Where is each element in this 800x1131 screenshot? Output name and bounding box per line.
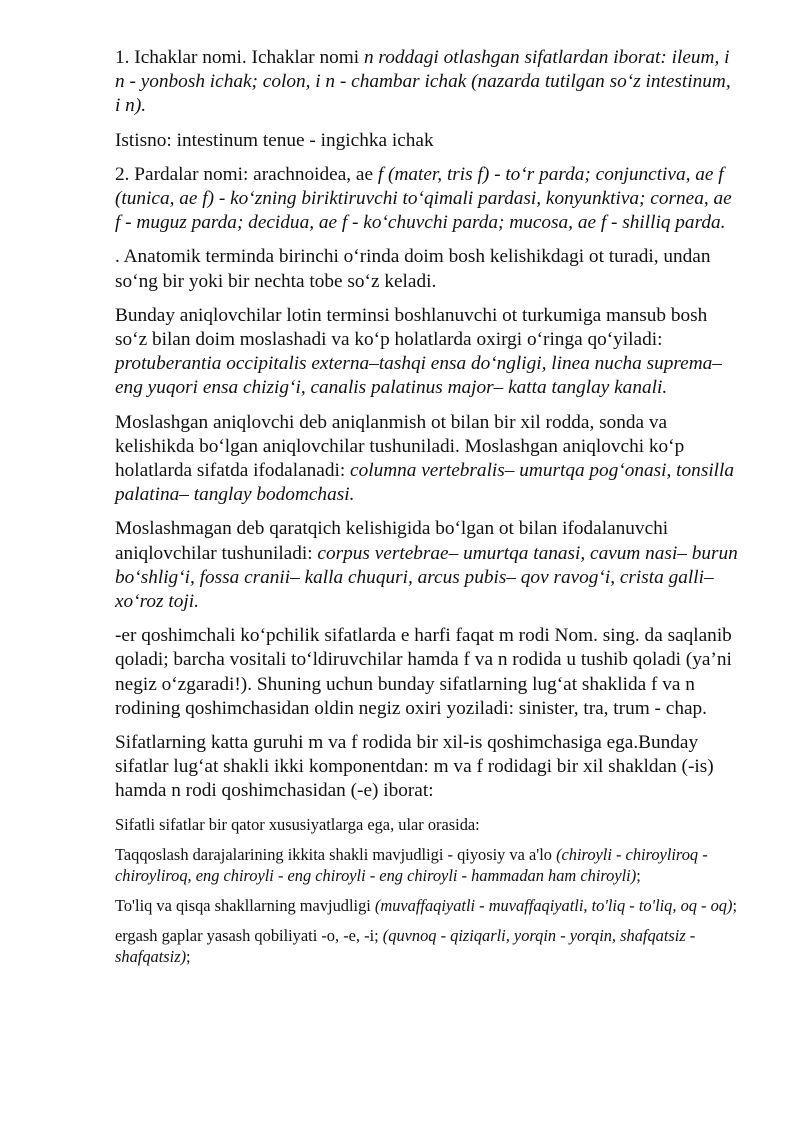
paragraph [115,411,740,508]
text-segment: ; [186,946,191,966]
text-segment: Taqqoslash darajalarining ikkita shakli mavjudligi - qiyosiy va a'lo [115,844,557,864]
text-segment: Bunday aniqlovchilar lotin terminsi boshlanuvchi ot turkumiga mansub bosh so‘z bilan doim moslashadi va ko‘p holatlarda oxirgi o‘ringa qo‘yiladi: [115,304,708,351]
document-body [115,46,740,967]
text-segment: ergash gaplar yasash qobiliyati -o, -e, -i; [115,925,383,945]
text-segment: ; [636,865,641,885]
italic-text-segment: columna vertebralis– umurtqa pog‘onasi, tonsilla palatina– tanglay bodomchasi. [115,460,735,506]
text-segment: To'liq va qisqa shakllarning mavjudligi [115,895,375,915]
italic-text-segment: corpus vertebrae– umurtqa tanasi, cavum nasi– burun bo‘shlig‘i, fossa cranii– kalla chuquri, arcus pubis– qov ravog‘i, crista galli– xo‘roz toji. [115,542,738,613]
text-segment: Sifatlarning katta guruhi m va f rodida bir xil-is qoshimchasiga ega.Bunday sifatlar lug‘at shakli ikki komponentdan: m va f rodidagi bir xil shakldan (-is) hamda n rodi qoshimchasidan (-e) iborat: [115,732,714,802]
italic-text-segment: (quvnoq - qiziqarli, yorqin - yorqin, shafqatsiz - shafqatsiz) [115,925,696,966]
italic-text-segment: protuberantia occipitalis externa–tashqi ensa do‘ngligi, linea nucha suprema– eng yuqori ensa chizig‘i, canalis palatinus major– katta tanglay kanali. [115,353,722,399]
paragraph [115,925,740,967]
paragraph [115,731,740,804]
text-segment: ; [732,895,738,915]
text-segment: -er qoshimchali ko‘pchilik sifatlarda e harfi faqat m rodi Nom. sing. da saqlanib qoladi; barcha vositali to‘ldiruvchilar hamda f va n rodida u tushib qoladi (ya’ni negiz o‘zgaradi!). Shuning uchun bunday sifatlarning lug‘at shaklida f va n rodining qoshimchasidan oldin negiz oxiri yoziladi: sinister, tra, trum - chap. [115,625,732,719]
text-segment: Istisno: intestinum tenue - ingichka ichak [115,129,434,151]
text-segment: Moslashgan aniqlovchi deb aniqlanmish ot bilan bir xil rodda, sonda va kelishikda bo‘lgan aniqlovchilar tushuniladi. Moslashgan aniqlovchi ko‘p holatlarda sifatda ifodalanadi: [115,411,685,482]
paragraph [115,624,740,721]
italic-text-segment: n roddagi otlashgan sifatlardan iborat: ileum, i n - yonbosh ichak; colon, i n - chambar ichak (nazarda tutilgan so‘z intestinum, i n). [115,47,731,117]
paragraph [115,895,740,916]
text-segment: Moslashmagan deb qaratqich kelishigida bo‘lgan ot bilan ifodalanuvchi aniqlovchilar tushuniladi: [115,518,669,564]
text-segment: . Anatomik terminda birinchi o‘rinda doim bosh kelishikdagi ot turadi, undan so‘ng bir yoki bir nechta tobe so‘z keladi. [115,246,711,292]
paragraph [115,245,740,293]
italic-text-segment: (muvaffaqiyatli - muvaffaqiyatli, to'liq - to'liq, oq - oq) [374,895,733,915]
text-segment: 2. Pardalar nomi: arachnoidea, ae [115,163,378,185]
paragraph [115,814,740,835]
paragraph [115,517,740,614]
paragraph [115,129,740,153]
italic-text-segment: f (mater, tris f) - to‘r parda; conjunctiva, ae f (tunica, ae f) - ko‘zning biriktiruvchi to‘qimali pardasi, konyunktiva; cornea, ae f - muguz parda; decidua, ae f - ko‘chuvchi parda; mucosa, ae f - shilliq parda. [115,163,732,234]
text-segment: Sifatli sifatlar bir qator xususiyatlarga ega, ular orasida: [115,814,480,834]
paragraph [115,844,740,886]
paragraph [115,304,740,401]
italic-text-segment: (chiroyli - chiroyliroq - chiroyliroq, eng chiroyli - eng chiroyli - eng chiroyli - hammadan ham chiroyli) [115,844,708,885]
paragraph [115,46,740,119]
paragraph [115,163,740,236]
text-segment: 1. Ichaklar nomi. Ichaklar nomi [115,47,364,68]
